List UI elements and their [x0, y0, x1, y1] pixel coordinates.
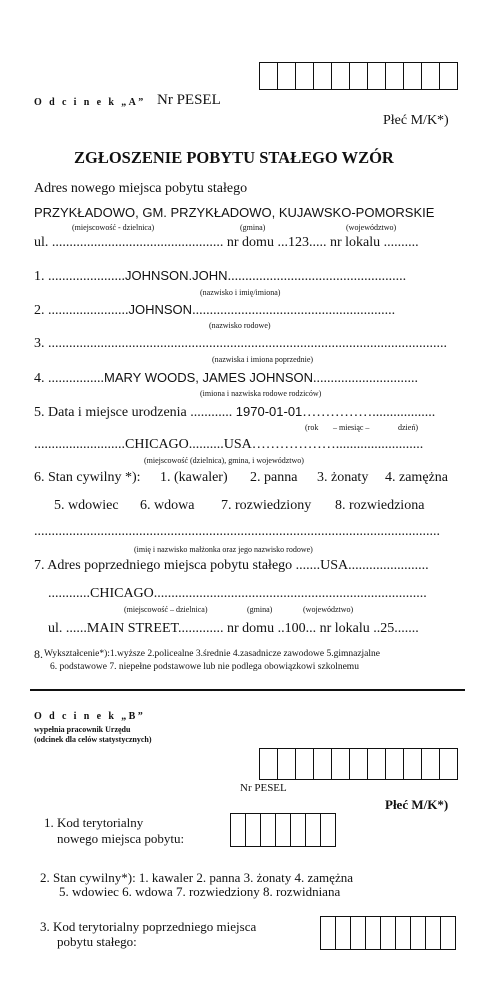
- marital-status-b-line-1[interactable]: 2. Stan cywilny*): 1. kawaler 2. panna 3. żonaty 4. zamężna: [40, 870, 353, 885]
- sex-label-b: Płeć M/K*): [385, 797, 449, 812]
- name-line[interactable]: 1. ......................JOHNSON.JOHN...................................................: [34, 268, 407, 284]
- previous-place-line[interactable]: ............CHICAGO..............................................................................: [48, 586, 427, 601]
- section-b-title: O d c i n e k „B”: [34, 711, 146, 722]
- section-b-subtitle-2: (odcinek dla celów statystycznych): [34, 735, 152, 744]
- pesel-boxes-b[interactable]: [259, 748, 458, 780]
- marital-option-5[interactable]: 5. wdowiec: [54, 498, 119, 513]
- section-a-title: O d c i n e k „A”: [34, 97, 146, 108]
- pesel-label-b: Nr PESEL: [240, 782, 287, 794]
- marital-option-1[interactable]: 1. (kawaler): [160, 470, 228, 485]
- previous-caption-voivodeship: (województwo): [303, 605, 354, 614]
- education-number: 8.: [34, 647, 43, 661]
- education-line-1[interactable]: Wykształcenie*):1.wyższe 2.policealne 3.średnie 4.zasadnicze zawodowe 5.gimnazjalne: [44, 649, 381, 659]
- birth-date-line[interactable]: 5. Data i miejsce urodzenia ............ 1970-01-01……………..................: [34, 404, 436, 420]
- territorial-code-new-boxes[interactable]: [230, 813, 336, 847]
- caption-voivodeship: (województwo): [346, 223, 397, 232]
- previous-caption-commune: (gmina): [247, 605, 273, 614]
- previous-caption-locality: (miejscowość – dzielnica): [124, 605, 208, 614]
- marital-status-b-line-2[interactable]: 5. wdowiec 6. wdowa 7. rozwiedziony 8. rozwidniana: [59, 884, 341, 899]
- territorial-code-new-label-2: nowego miejsca pobytu:: [57, 831, 185, 846]
- previous-names-caption: (nazwiska i imiona poprzednie): [212, 355, 314, 364]
- territorial-code-previous-label: 3. Kod terytorialny poprzedniego miejsca: [40, 919, 257, 934]
- marital-option-2[interactable]: 2. panna: [250, 470, 298, 485]
- section-b-subtitle-1: wypełnia pracownik Urzędu: [34, 725, 131, 734]
- parents-line[interactable]: 4. ................MARY WOODS, JAMES JOHNSON..............................: [34, 370, 418, 386]
- marital-status-label: 6. Stan cywilny *):: [34, 470, 141, 485]
- previous-names-line[interactable]: 3. ..................................................................................................................: [34, 336, 447, 351]
- caption-year: (rok: [305, 423, 319, 432]
- caption-locality: (miejscowość - dzielnica): [72, 223, 155, 232]
- birthplace-line[interactable]: ..........................CHICAGO..........USA……………….........................: [34, 437, 424, 452]
- address-value[interactable]: PRZYKŁADOWO, GM. PRZYKŁADOWO, KUJAWSKO-POMORSKIE: [34, 205, 435, 220]
- caption-commune: (gmina): [240, 223, 266, 232]
- territorial-code-new-label: 1. Kod terytorialny: [44, 815, 144, 830]
- family-name-caption: (nazwisko rodowe): [209, 321, 271, 330]
- territorial-code-previous-label-2: pobytu stałego:: [57, 934, 137, 949]
- marital-option-3[interactable]: 3. żonaty: [317, 470, 369, 485]
- marital-option-8[interactable]: 8. rozwiedziona: [335, 498, 425, 513]
- marital-option-6[interactable]: 6. wdowa: [140, 498, 195, 513]
- education-line-2[interactable]: 6. podstawowe 7. niepełne podstawowe lub nie podlega obowiązkowi szkolnemu: [50, 662, 359, 672]
- pesel-label-a: Nr PESEL: [157, 92, 221, 108]
- sex-label-a: Płeć M/K*): [383, 113, 449, 128]
- parents-caption: (imiona i nazwiska rodowe rodziców): [200, 389, 322, 398]
- caption-month: – miesiąc –: [333, 423, 370, 432]
- birthplace-caption: (miejscowość (dzielnica), gmina, i województwo): [144, 456, 304, 465]
- territorial-code-previous-boxes[interactable]: [320, 916, 456, 950]
- spouse-line[interactable]: ....................................................................................................................: [34, 524, 440, 539]
- previous-street-line[interactable]: ul. ......MAIN STREET............. nr domu ..100... nr lokalu ..25.......: [48, 621, 419, 636]
- previous-address-line[interactable]: 7. Adres poprzedniego miejsca pobytu stałego .......USA.......................: [34, 558, 429, 573]
- section-divider: [30, 689, 465, 691]
- spouse-caption: (imię i nazwisko małżonka oraz jego nazwisko rodowe): [134, 545, 313, 554]
- form-title: ZGŁOSZENIE POBYTU STAŁEGO WZÓR: [74, 148, 394, 167]
- marital-option-4[interactable]: 4. zamężna: [385, 470, 448, 485]
- marital-option-7[interactable]: 7. rozwiedziony: [221, 498, 312, 513]
- name-caption: (nazwisko i imię/imiona): [200, 288, 281, 297]
- street-line[interactable]: ul. ................................................. nr domu ...123..... nr lokalu ..........: [34, 235, 419, 250]
- address-heading: Adres nowego miejsca pobytu stałego: [34, 181, 248, 196]
- pesel-boxes-a[interactable]: [259, 62, 458, 90]
- caption-day: dzień): [398, 423, 418, 432]
- family-name-line[interactable]: 2. .......................JOHNSON..........................................................: [34, 302, 396, 318]
